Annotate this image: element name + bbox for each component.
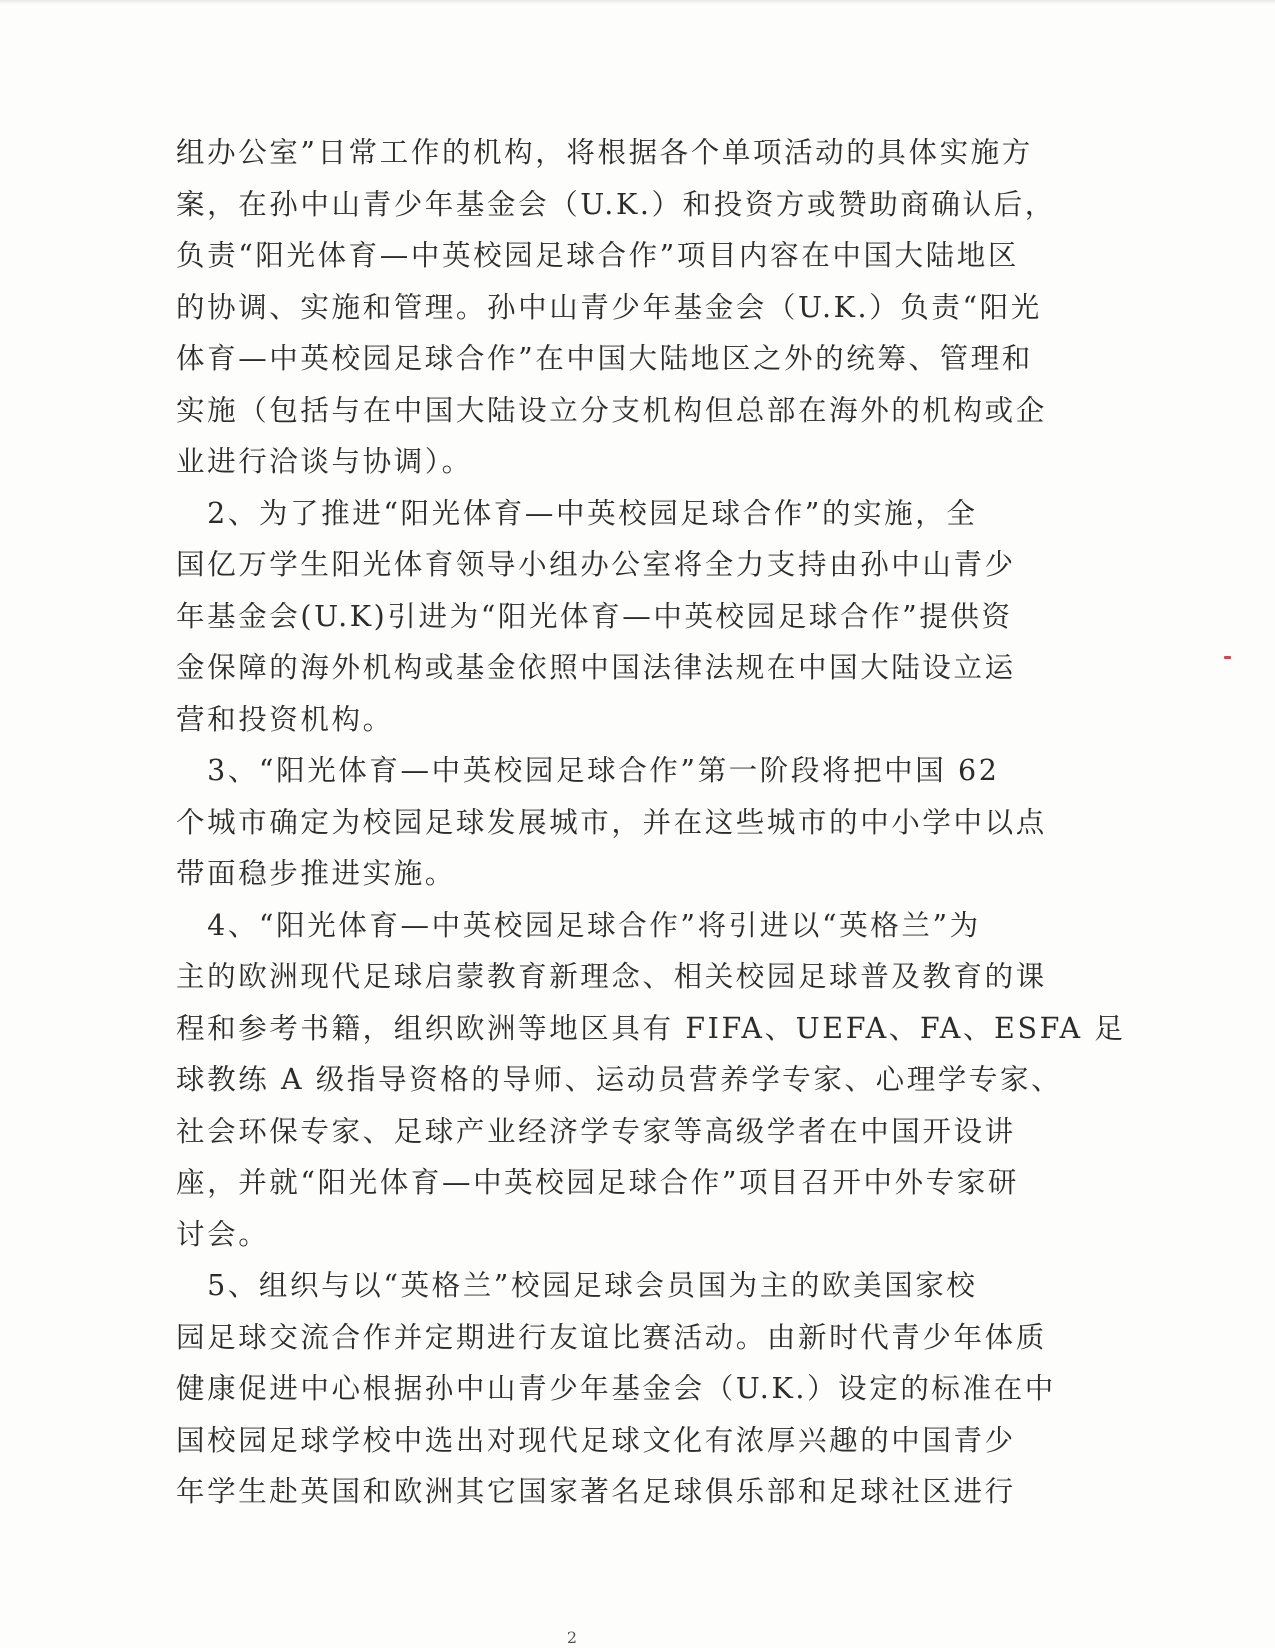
text-line: 园足球交流合作并定期进行友谊比赛活动。由新时代青少年体质 — [176, 1320, 1047, 1354]
paragraph-2-start: 2、为了推进“阳光体育—中英校园足球合作”的实施，全 — [176, 496, 978, 530]
paragraph-3-start: 3、“阳光体育—中英校园足球合作”第一阶段将把中国 62 — [176, 754, 1000, 787]
text-line: 带面稳步推进实施。 — [176, 857, 456, 890]
text-line: 主的欧洲现代足球启蒙教育新理念、相关校园足球普及教育的课 — [176, 960, 1047, 993]
text-line: 营和投资机构。 — [176, 702, 394, 736]
text-line: 负责“阳光体育—中英校园足球合作”项目内容在中国大陆地区 — [176, 239, 1019, 272]
text-line: 国亿万学生阳光体育领导小组办公室将全力支持由孙中山青少 — [176, 548, 1016, 581]
text-line: 个城市确定为校园足球发展城市，并在这些城市的中小学中以点 — [176, 805, 1047, 839]
text-line: 社会环保专家、足球产业经济学专家等高级学者在中国开设讲 — [176, 1114, 1016, 1148]
page-number: 2 — [566, 1628, 578, 1647]
text-line: 球教练 A 级指导资格的导师、运动员营养学专家、心理学专家、 — [176, 1063, 1063, 1096]
text-line: 讨会。 — [176, 1217, 270, 1251]
text-line: 程和参考书籍，组织欧洲等地区具有 FIFA、UEFA、FA、ESFA 足 — [176, 1011, 1126, 1045]
paragraph-5-start: 5、组织与以“英格兰”校园足球会员国为主的欧美国家校 — [176, 1269, 978, 1302]
body-text — [176, 127, 1126, 1518]
text-line: 实施（包括与在中国大陆设立分支机构但总部在海外的机构或企 — [176, 393, 1047, 427]
red-ink-mark — [1224, 656, 1231, 659]
text-line: 业进行洽谈与协调）。 — [176, 445, 473, 478]
text-line: 体育—中英校园足球合作”在中国大陆地区之外的统筹、管理和 — [176, 342, 1033, 375]
text-line: 案，在孙中山青少年基金会（U.K.）和投资方或赞助商确认后， — [176, 187, 1056, 221]
text-line: 年学生赴英国和欧洲其它国家著名足球俱乐部和足球社区进行 — [176, 1475, 1016, 1508]
text-line: 座，并就“阳光体育—中英校园足球合作”项目召开中外专家研 — [176, 1166, 1019, 1199]
text-line: 金保障的海外机构或基金依照中国法律法规在中国大陆设立运 — [176, 651, 1016, 684]
paragraph-4-start: 4、“阳光体育—中英校园足球合作”将引进以“英格兰”为 — [176, 908, 981, 942]
text-line: 组办公室”日常工作的机构，将根据各个单项活动的具体实施方 — [176, 136, 1033, 169]
text-line: 年基金会(U.K)引进为“阳光体育—中英校园足球合作”提供资 — [176, 599, 1013, 633]
text-line: 的协调、实施和管理。孙中山青少年基金会（U.K.）负责“阳光 — [176, 290, 1042, 324]
scan-edge-shadow — [0, 0, 1275, 4]
text-line: 健康促进中心根据孙中山青少年基金会（U.K.）设定的标准在中 — [176, 1372, 1056, 1405]
text-line: 国校园足球学校中选出对现代足球文化有浓厚兴趣的中国青少 — [176, 1423, 1016, 1457]
